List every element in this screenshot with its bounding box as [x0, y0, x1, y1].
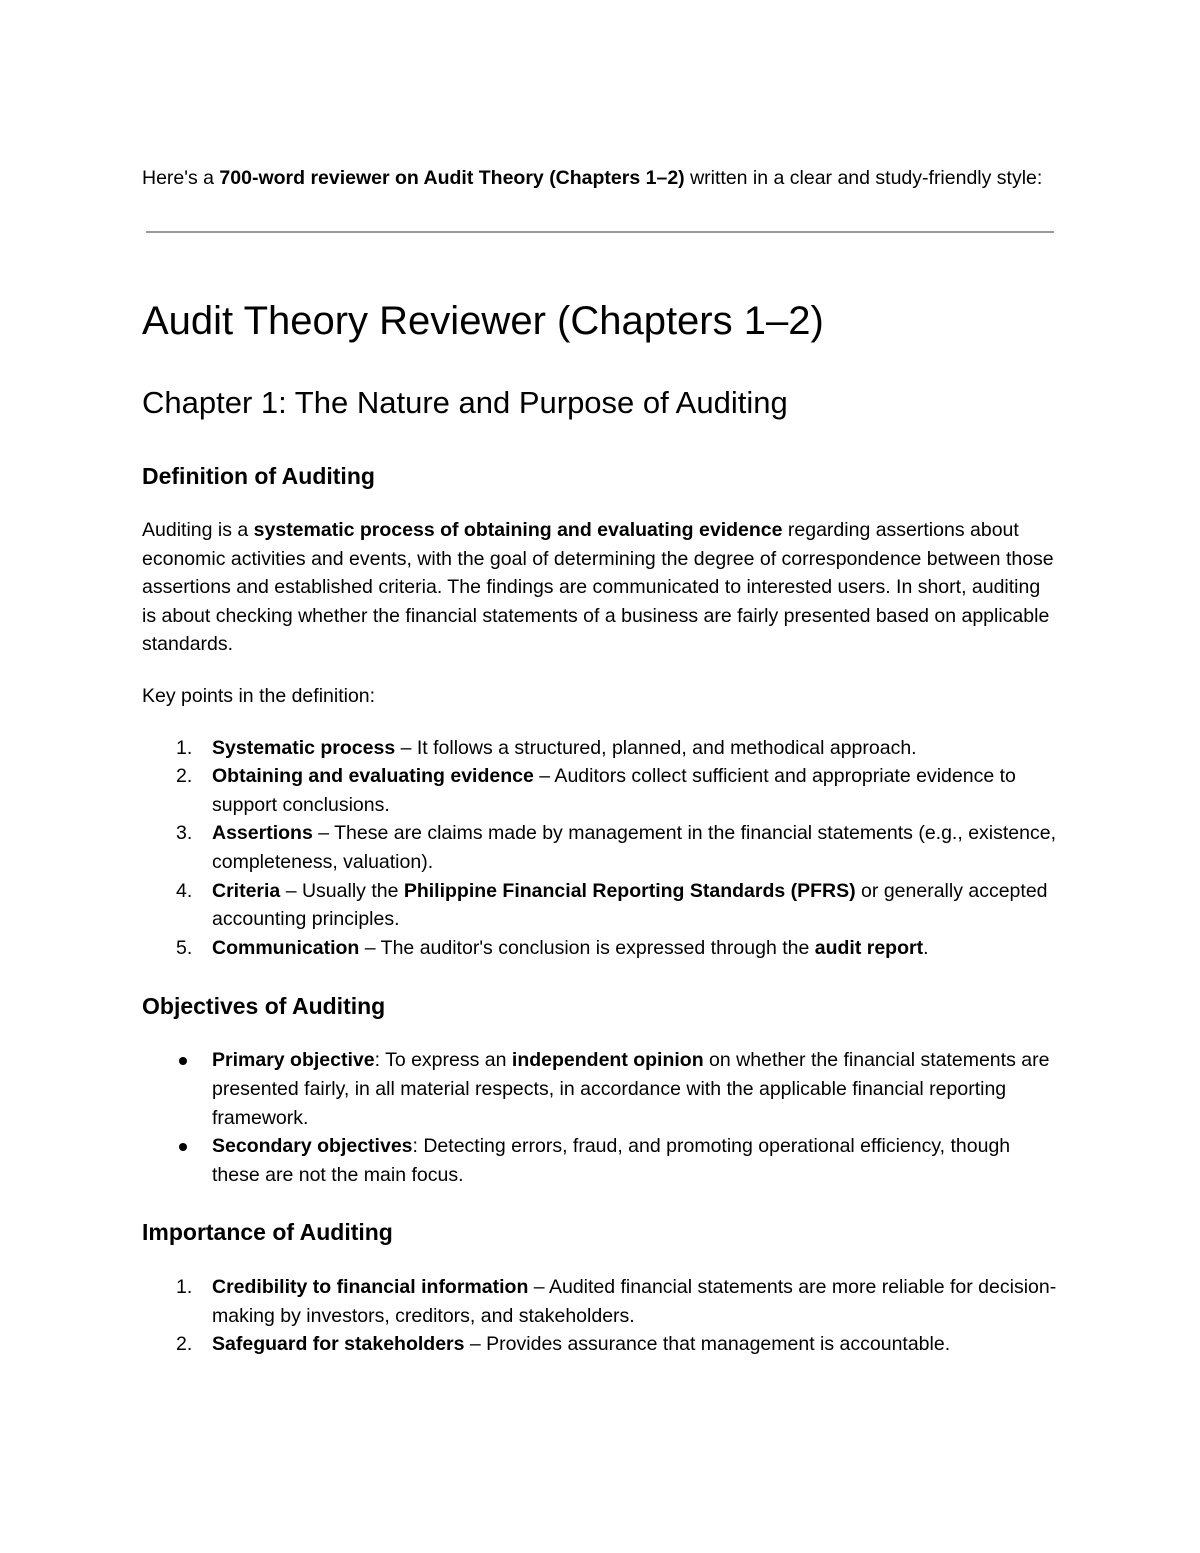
- definition-bold: systematic process of obtaining and evaluating evidence: [253, 519, 783, 541]
- list-number: 1.: [176, 1276, 193, 1299]
- document-title: Audit Theory Reviewer (Chapters 1–2): [142, 299, 824, 343]
- list-item-text: : Detecting errors, fraud, and promoting operational efficiency, though these are not the main focus.: [212, 1135, 1011, 1186]
- list-number: 2.: [176, 1333, 193, 1356]
- list-item-bold: Secondary objectives: [212, 1135, 413, 1158]
- list-item-text-2: .: [923, 936, 929, 959]
- list-item-text: – These are claims made by management in the financial statements (e.g., existence, completeness, valuation).: [212, 822, 1056, 873]
- list-number: 2.: [176, 765, 193, 788]
- list-item-text: : To express an: [374, 1049, 512, 1072]
- definition-text-1: Auditing is a: [142, 519, 254, 541]
- list-item-bold: Safeguard for stakeholders: [212, 1333, 465, 1356]
- importance-heading: Importance of Auditing: [142, 1219, 393, 1246]
- list-item: [142, 1330, 1057, 1359]
- list-item-bold-2: independent opinion: [511, 1049, 704, 1072]
- list-item: [142, 877, 1057, 934]
- list-item-bold: Assertions: [212, 822, 313, 845]
- list-item-text: – It follows a structured, planned, and methodical approach.: [395, 736, 917, 759]
- key-points-list: [142, 734, 1057, 963]
- list-item: [142, 819, 1057, 876]
- list-item-bold-2: audit report: [814, 936, 924, 959]
- intro-paragraph: [142, 164, 1057, 193]
- importance-list: [142, 1273, 1057, 1359]
- list-item-text: – Audited financial statements are more reliable for decision-making by investors, creditors, and stakeholders.: [212, 1276, 1057, 1327]
- list-item-text: – Usually the: [280, 879, 404, 902]
- list-number: 1.: [176, 736, 193, 759]
- definition-paragraph: [142, 516, 1057, 659]
- list-item-bold: Systematic process: [212, 736, 396, 759]
- list-item: [142, 1132, 1057, 1189]
- list-item: [142, 934, 1057, 963]
- intro-text-2: written in a clear and study-friendly style:: [684, 167, 1043, 189]
- list-item-text-2: or generally accepted accounting principles.: [212, 879, 1048, 931]
- objectives-heading: Objectives of Auditing: [142, 993, 386, 1020]
- list-item: [142, 1273, 1057, 1330]
- list-number: 5.: [176, 936, 193, 959]
- list-item-text: – Auditors collect sufficient and appropriate evidence to support conclusions.: [212, 765, 1016, 816]
- list-item-text: – The auditor's conclusion is expressed through the: [359, 936, 815, 959]
- list-item-text: – Provides assurance that management is accountable.: [464, 1333, 951, 1356]
- list-item: [142, 1046, 1057, 1132]
- list-item: [142, 762, 1057, 819]
- chapter-1-heading: Chapter 1: The Nature and Purpose of Auditing: [142, 385, 788, 420]
- bullet-icon: [179, 1057, 187, 1065]
- horizontal-rule: [146, 231, 1054, 233]
- definition-heading: Definition of Auditing: [142, 463, 375, 489]
- list-item-bold-2: Philippine Financial Reporting Standards (PFRS): [403, 879, 856, 902]
- key-points-label: Key points in the definition:: [142, 684, 376, 707]
- list-number: 4.: [176, 879, 193, 902]
- list-item-bold: Communication: [212, 936, 360, 959]
- objectives-list: [142, 1046, 1057, 1189]
- list-number: 3.: [176, 822, 193, 845]
- list-item-bold: Credibility to financial information: [212, 1276, 529, 1299]
- list-item-bold: Criteria: [212, 879, 281, 902]
- list-item-bold: Obtaining and evaluating evidence: [212, 765, 534, 788]
- intro-text-1: Here's a: [142, 167, 220, 189]
- definition-text-2: regarding assertions about economic activities and events, with the goal of determining the degree of correspondence between those assertions and established criteria. The findings are communicated to interested users. In short, auditing is about checking whether the financial statements of a business are fairly presented based on applicable standards.: [142, 519, 1054, 656]
- intro-bold: 700-word reviewer on Audit Theory (Chapters 1–2): [219, 167, 685, 189]
- list-item: [142, 734, 1057, 763]
- list-item-bold: Primary objective: [212, 1049, 375, 1072]
- list-item-text-2: on whether the financial statements are presented fairly, in all material respects, in accordance with the applicable financial reporting framework.: [212, 1049, 1050, 1129]
- document-page: [142, 164, 1057, 1359]
- bullet-icon: [179, 1143, 187, 1151]
